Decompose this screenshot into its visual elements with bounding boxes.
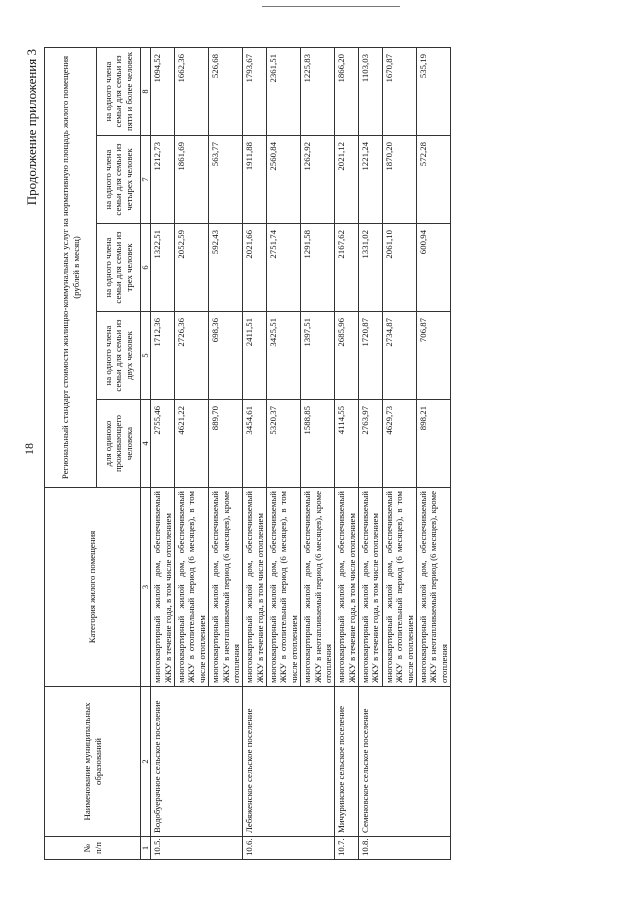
housing-category: многоквартирный жилой дом, обеспечиваемый ЖКУ в течение года, в том числе отоплением	[243, 488, 267, 687]
col-number: 7	[141, 136, 151, 224]
cost-value: 1262,92	[301, 136, 335, 224]
cost-value: 3425,51	[267, 312, 301, 400]
page-number: 18	[22, 443, 36, 455]
cost-value: 4114,55	[335, 400, 359, 488]
cost-value: 2763,97	[359, 400, 383, 488]
table-body	[151, 47, 451, 859]
cost-value: 4629,73	[382, 400, 416, 488]
municipality-name: Семеновское сельское поселение	[359, 687, 451, 837]
row-number: 10.5.	[151, 837, 243, 860]
cost-value: 2726,36	[175, 312, 209, 400]
cost-value: 572,28	[416, 136, 450, 224]
cost-value: 2411,51	[243, 312, 267, 400]
cost-value: 1212,73	[151, 136, 175, 224]
cost-value: 1094,52	[151, 47, 175, 135]
continuation-label: Продолжение приложения 3	[24, 49, 39, 206]
cost-value: 2061,10	[382, 224, 416, 312]
cost-value: 2685,96	[335, 312, 359, 400]
housing-category: многоквартирный жилой дом, обеспечиваемый ЖКУ в течение года, в том числе отоплением	[359, 488, 383, 687]
header-family-five: на одного члена семьи для семьи из пяти и более человек	[97, 47, 141, 135]
header-municipality: Наименование муниципальных образований	[45, 687, 141, 837]
col-number: 6	[141, 224, 151, 312]
cost-value: 1720,87	[359, 312, 383, 400]
cost-value: 592,43	[209, 224, 243, 312]
column-numbers-row	[141, 47, 151, 859]
cost-value: 1911,88	[243, 136, 267, 224]
header-family-two: на одного члена семьи для семьи из двух человек	[97, 312, 141, 400]
header-family-four: на одного члена семьи для семьи из четырех человек	[97, 136, 141, 224]
municipality-name: Мичуринское сельское поселение	[335, 687, 359, 837]
row-number: 10.6.	[243, 837, 335, 860]
housing-category: многоквартирный жилой дом, обеспечиваемый ЖКУ в неотапливаемый период (6 месяцев), кроме отопления	[301, 488, 335, 687]
cost-value: 898,21	[416, 400, 450, 488]
cost-value: 600,94	[416, 224, 450, 312]
cost-value: 1331,02	[359, 224, 383, 312]
cost-value: 1793,67	[243, 47, 267, 135]
col-number: 5	[141, 312, 151, 400]
cost-value: 2734,87	[382, 312, 416, 400]
cost-value: 1670,87	[382, 47, 416, 135]
municipality-name: Водобуерачное сельское поселение	[151, 687, 243, 837]
cost-value: 2167,62	[335, 224, 359, 312]
cost-value: 4621,22	[175, 400, 209, 488]
cost-value: 1861,69	[175, 136, 209, 224]
cost-value: 1397,51	[301, 312, 335, 400]
cost-value: 1588,85	[301, 400, 335, 488]
cost-value: 2052,59	[175, 224, 209, 312]
cost-value: 3454,61	[243, 400, 267, 488]
table-row	[243, 47, 267, 859]
cost-value: 2755,46	[151, 400, 175, 488]
col-number: 8	[141, 47, 151, 135]
header-category: Категория жилого помещения	[45, 488, 141, 687]
cost-value: 2560,84	[267, 136, 301, 224]
cost-value: 1712,36	[151, 312, 175, 400]
cost-value: 2751,74	[267, 224, 301, 312]
row-number: 10.7.	[335, 837, 359, 860]
cost-value: 698,36	[209, 312, 243, 400]
cost-value: 5320,37	[267, 400, 301, 488]
table-row	[359, 47, 383, 859]
housing-category: многоквартирный жилой дом, обеспечиваемый ЖКУ в течение года, в том числе отоплением	[151, 488, 175, 687]
cost-value: 2361,51	[267, 47, 301, 135]
table-row	[335, 47, 359, 859]
housing-category: многоквартирный жилой дом, обеспечиваемый ЖКУ в отопительный период (6 месяцев), в том числе отоплением	[267, 488, 301, 687]
cost-value: 1103,03	[359, 47, 383, 135]
header-single: для одиноко проживающего человека	[97, 400, 141, 488]
cost-value: 889,70	[209, 400, 243, 488]
cost-value: 1870,20	[382, 136, 416, 224]
cost-value: 1662,36	[175, 47, 209, 135]
housing-category: многоквартирный жилой дом, обеспечиваемый ЖКУ в течение года, в том числе отоплением	[335, 488, 359, 687]
cost-value: 563,77	[209, 136, 243, 224]
header-family-three: на одного члена семьи для семьи из трех человек	[97, 224, 141, 312]
cost-value: 1225,83	[301, 47, 335, 135]
cost-value: 706,87	[416, 312, 450, 400]
housing-category: многоквартирный жилой дом, обеспечиваемый ЖКУ в неотапливаемый период (6 месяцев), кроме отопления	[209, 488, 243, 687]
header-number: № п/п	[45, 837, 141, 860]
cost-value: 1322,51	[151, 224, 175, 312]
col-number: 3	[141, 488, 151, 687]
housing-category: многоквартирный жилой дом, обеспечиваемый ЖКУ в отопительный период (6 месяцев), в том числе отоплением	[382, 488, 416, 687]
cost-value: 1221,24	[359, 136, 383, 224]
col-number: 4	[141, 400, 151, 488]
housing-category: многоквартирный жилой дом, обеспечиваемый ЖКУ в отопительный период (6 месяцев), в том числе отоплением	[175, 488, 209, 687]
table-row	[151, 47, 175, 859]
cost-value: 2021,12	[335, 136, 359, 224]
header-standard-group: Региональный стандарт стоимости жилищно-коммунальных услуг на нормативную площадь жилого помещения (рублей в месяц)	[45, 47, 97, 487]
col-number: 1	[141, 837, 151, 860]
cost-value: 526,68	[209, 47, 243, 135]
col-number: 2	[141, 687, 151, 837]
cost-value: 1866,20	[335, 47, 359, 135]
cost-value: 2021,66	[243, 224, 267, 312]
cost-value: 535,19	[416, 47, 450, 135]
row-number: 10.8.	[359, 837, 451, 860]
cost-value: 1291,58	[301, 224, 335, 312]
tariff-table	[44, 47, 451, 860]
housing-category: многоквартирный жилой дом, обеспечиваемый ЖКУ в неотапливаемый период (6 месяцев), кроме отопления	[416, 488, 450, 687]
municipality-name: Лебяженское сельское поселение	[243, 687, 335, 837]
